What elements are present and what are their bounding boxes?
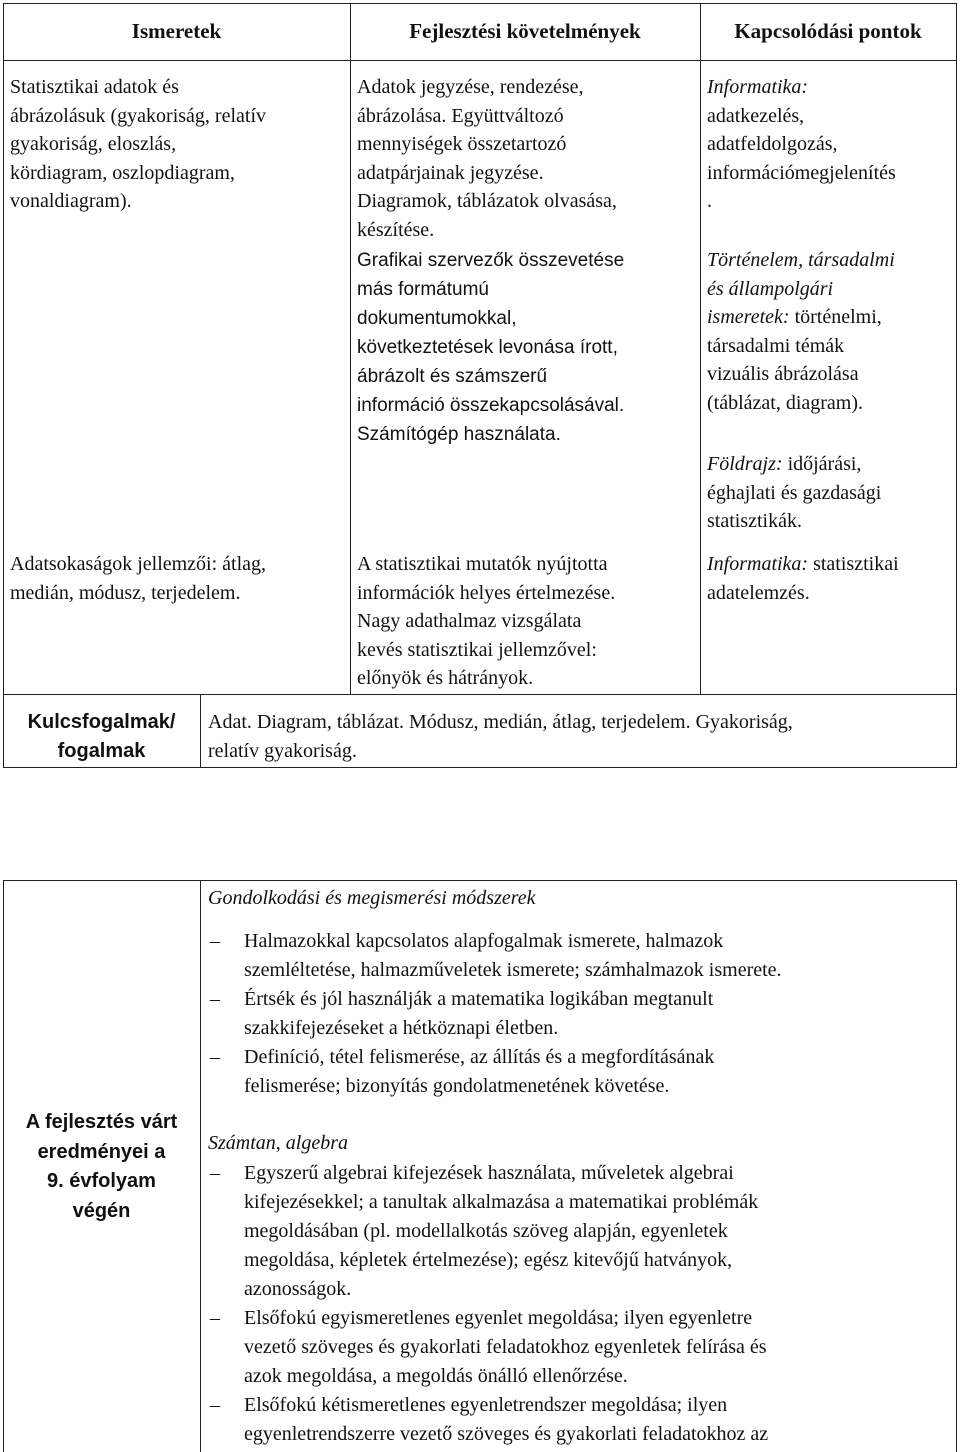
row1-fejlesztes-grafikai <box>357 246 624 449</box>
subject-label: és állampolgári <box>707 277 834 300</box>
text-fragment: időjárási, <box>787 453 862 475</box>
text-line: végén <box>72 1199 131 1222</box>
column-divider-1 <box>350 3 351 695</box>
dash-bullet: – <box>210 1307 220 1329</box>
text-line: azok megoldása, a megoldás önálló ellenőrzése. <box>244 1365 628 1387</box>
dash-bullet: – <box>210 1394 220 1416</box>
text-line: Definíció, tétel felismerése, az állítás és a megfordításának <box>244 1046 715 1068</box>
row-divider-kulcs <box>3 694 957 695</box>
text-line: Grafikai szervezők összevetése <box>357 250 625 271</box>
text-line: ábrázolása. Együttváltozó <box>357 104 564 127</box>
kulcs-divider <box>200 694 201 768</box>
text-line: Elsőfokú kétismeretlenes egyenletrendszer megoldása; ilyen <box>244 1394 728 1416</box>
text-line: kevés statisztikai jellemzővel: <box>357 638 597 661</box>
column-divider-2 <box>700 3 701 695</box>
list-item <box>210 1159 768 1304</box>
column-divider <box>200 880 201 1452</box>
text-line: Számítógép használata. <box>357 424 561 445</box>
list-item <box>210 927 782 985</box>
list-item <box>210 985 782 1043</box>
text-line: megoldása, képletek értelmezése); egész kitevőjű hatványok, <box>244 1249 733 1271</box>
table-border-left <box>3 3 4 768</box>
text-line: ábrázolt és számszerű <box>357 366 548 387</box>
kulcsfogalmak-text <box>208 708 793 765</box>
header-fejlesztesi: Fejlesztési követelmények <box>409 19 641 43</box>
dash-bullet: – <box>210 930 220 952</box>
text-line: Elsőfokú egyismeretlenes egyenlet megoldása; ilyen egyenletre <box>244 1307 753 1329</box>
text-line: felismerése; bizonyítás gondolatmenetének követése. <box>244 1075 670 1097</box>
row2-kapcs <box>707 550 899 607</box>
text-fragment: statisztikai <box>813 553 899 575</box>
text-line: Statisztikai adatok és <box>10 76 179 98</box>
text-line: (táblázat, diagram). <box>707 391 864 414</box>
text-line: Adatok jegyzése, rendezése, <box>357 76 584 98</box>
text-line: más formátumú <box>357 279 489 300</box>
text-line: azonosságok. <box>244 1278 352 1300</box>
row1-ismeretek <box>10 73 266 216</box>
text-line: szakkifejezéseket a hétköznapi életben. <box>244 1017 559 1039</box>
subject-label: ismeretek: <box>707 306 790 328</box>
text-fragment: történelmi, <box>794 306 882 328</box>
text-line: vonaldiagram). <box>10 190 132 212</box>
text-line: adatelemzés. <box>707 581 810 604</box>
row2-ismeretek <box>10 550 266 607</box>
text-line: Nagy adathalmaz vizsgálata <box>357 610 582 632</box>
text-line: Diagramok, táblázatok olvasása, <box>357 190 617 212</box>
text-line: előnyök és hátrányok. <box>357 667 534 689</box>
text-line: . <box>707 190 712 212</box>
text-line: információk helyes értelmezése. <box>357 581 616 604</box>
text-line: 9. évfolyam <box>47 1170 156 1192</box>
text-line: A fejlesztés várt <box>25 1111 178 1133</box>
text-line: statisztikák. <box>707 510 802 532</box>
dash-bullet: – <box>210 1162 220 1184</box>
list-item <box>210 1391 768 1449</box>
text-line: relatív gyakoriság. <box>208 739 357 762</box>
text-line: vizuális ábrázolása <box>707 363 859 385</box>
text-line: adatfeldolgozás, <box>707 133 838 155</box>
table-border-top <box>3 880 957 881</box>
kulcsfogalmak-label <box>3 708 200 766</box>
text-line: éghajlati és gazdasági <box>707 481 882 504</box>
header-kapcsolodasi: Kapcsolódási pontok <box>734 19 922 43</box>
row1-fejlesztes <box>357 73 617 244</box>
text-line: vezető szöveges és gyakorlati feladatokhoz egyenletek felírása és <box>244 1336 767 1358</box>
dash-bullet: – <box>210 988 220 1010</box>
row1-kapcs-informatika <box>707 73 896 216</box>
text-line: adatkezelés, <box>707 104 805 127</box>
text-line: kifejezésekkel; a tanultak alkalmazása a matematikai problémák <box>244 1191 759 1213</box>
header-divider <box>3 60 957 61</box>
table-border-bottom <box>3 767 957 768</box>
section-title-gondolkodasi: Gondolkodási és megismerési módszerek <box>208 887 536 909</box>
section-title-szamtan: Számtan, algebra <box>208 1132 348 1154</box>
table-border-right <box>956 3 957 768</box>
text-line: mennyiségek összetartozó <box>357 133 567 155</box>
text-line: dokumentumokkal, <box>357 308 517 329</box>
text-line: készítése. <box>357 218 435 241</box>
outcomes-label <box>3 1108 200 1226</box>
text-line: A statisztikai mutatók nyújtotta <box>357 553 608 575</box>
row2-fejlesztes <box>357 550 615 693</box>
text-line: gyakoriság, eloszlás, <box>10 133 177 155</box>
subject-label: Történelem, társadalmi <box>707 249 895 271</box>
dash-bullet: – <box>210 1046 220 1068</box>
text-line: Egyszerű algebrai kifejezések használata, műveletek algebrai <box>244 1162 734 1184</box>
text-line: adatpárjainak jegyzése. <box>357 161 544 184</box>
subject-label: Földrajz: <box>707 453 783 475</box>
text-line: medián, módusz, terjedelem. <box>10 581 241 604</box>
text-line: következtetések levonása írott, <box>357 337 618 358</box>
header-ismeretek: Ismeretek <box>131 19 222 43</box>
text-line: megoldásában (pl. modellalkotás szöveg alapján, egyenletek <box>244 1220 728 1242</box>
text-line: ábrázolásuk (gyakoriság, relatív <box>10 104 267 127</box>
text-line: Kulcsfogalmak/ <box>27 711 176 733</box>
list-item <box>210 1043 782 1101</box>
table-border-right <box>956 880 957 1452</box>
text-line: egyenletrendszerre vezető szöveges és gyakorlati feladatokhoz az <box>244 1423 769 1445</box>
text-line: információ összekapcsolásával. <box>357 395 625 416</box>
text-line: eredményei a <box>37 1140 166 1163</box>
subject-label: Informatika: <box>707 553 809 575</box>
table-border-top <box>3 3 957 4</box>
row1-kapcs-tortenelem <box>707 246 895 417</box>
text-line: szemléltetése, halmazműveletek ismerete; számhalmazok ismerete. <box>244 959 782 981</box>
list-item <box>210 1304 768 1391</box>
text-line: kördiagram, oszlopdiagram, <box>10 161 235 184</box>
text-line: Adatsokaságok jellemzői: átlag, <box>10 553 267 575</box>
row1-kapcs-foldrajz <box>707 450 881 536</box>
text-line: Adat. Diagram, táblázat. Módusz, medián, átlag, terjedelem. Gyakoriság, <box>208 711 793 733</box>
text-line: Értsék és jól használják a matematika logikában megtanult <box>244 988 714 1010</box>
text-line: fogalmak <box>57 740 146 762</box>
text-line: társadalmi témák <box>707 334 845 357</box>
text-line: információmegjelenítés <box>707 161 896 184</box>
text-line: Halmazokkal kapcsolatos alapfogalmak ismerete, halmazok <box>244 930 724 952</box>
subject-label: Informatika: <box>707 76 809 98</box>
